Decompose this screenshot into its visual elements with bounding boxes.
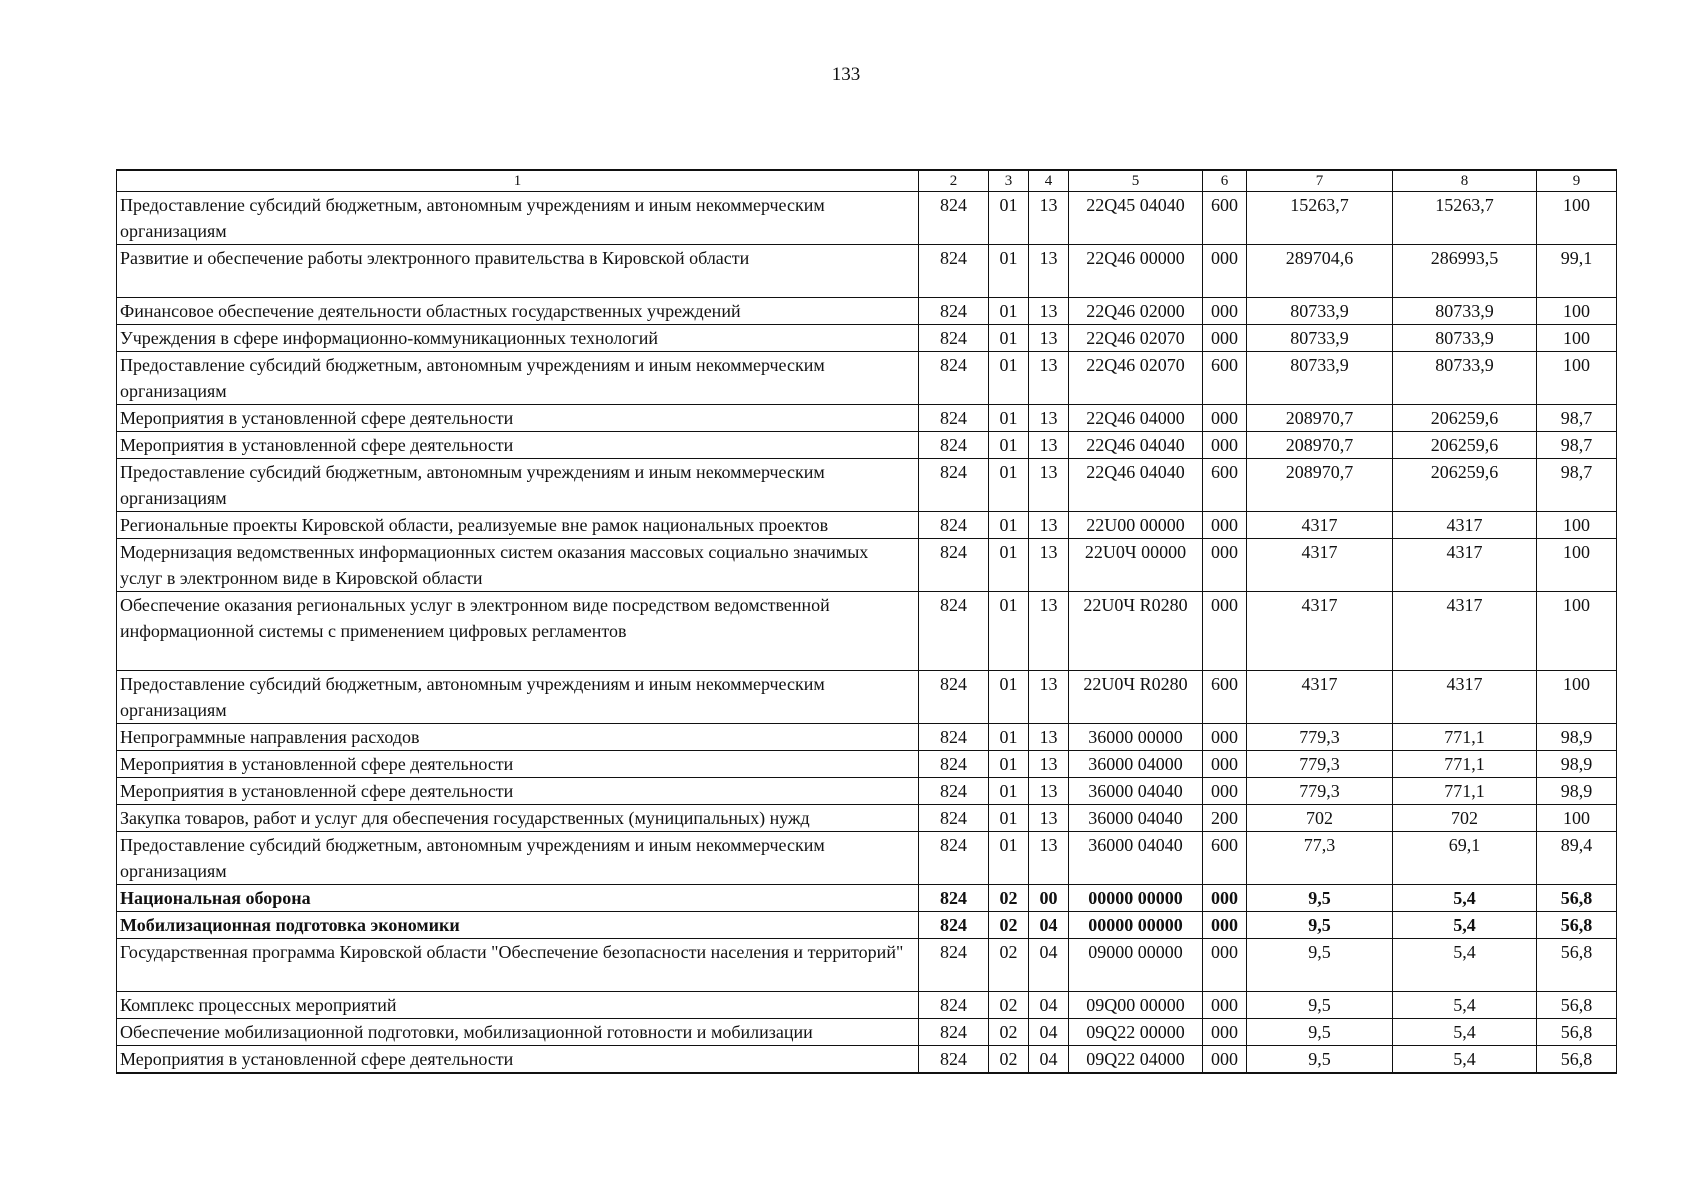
cell-planned: 9,5 [1247,992,1393,1019]
cell-executed: 206259,6 [1393,459,1537,512]
cell-expense-type: 600 [1203,459,1247,512]
cell-percent: 98,9 [1537,751,1617,778]
table-row [117,459,1617,512]
table-row [117,405,1617,432]
cell-name: Предоставление субсидий бюджетным, автономным учреждениям и иным некоммерческим организациям [117,671,919,724]
cell-executed: 771,1 [1393,751,1537,778]
table-row [117,805,1617,832]
cell-target-article: 22Q46 04000 [1069,405,1203,432]
cell-percent: 98,9 [1537,778,1617,805]
cell-admin-code: 824 [919,298,989,325]
cell-planned: 80733,9 [1247,325,1393,352]
cell-percent: 100 [1537,805,1617,832]
table-row [117,751,1617,778]
cell-admin-code: 824 [919,992,989,1019]
cell-expense-type: 000 [1203,1019,1247,1046]
cell-executed: 702 [1393,805,1537,832]
cell-expense-type: 000 [1203,512,1247,539]
cell-name: Мероприятия в установленной сфере деятельности [117,405,919,432]
cell-section: 02 [989,939,1029,992]
cell-admin-code: 824 [919,939,989,992]
col-header-3: 3 [989,170,1029,192]
cell-subsection: 13 [1029,592,1069,671]
cell-executed: 5,4 [1393,1019,1537,1046]
cell-expense-type: 000 [1203,778,1247,805]
cell-percent: 99,1 [1537,245,1617,298]
cell-executed: 5,4 [1393,992,1537,1019]
cell-admin-code: 824 [919,805,989,832]
cell-planned: 9,5 [1247,939,1393,992]
cell-subsection: 13 [1029,724,1069,751]
cell-expense-type: 000 [1203,724,1247,751]
col-header-4: 4 [1029,170,1069,192]
cell-subsection: 04 [1029,939,1069,992]
cell-name: Мероприятия в установленной сфере деятельности [117,778,919,805]
cell-admin-code: 824 [919,751,989,778]
table-row [117,885,1617,912]
cell-expense-type: 000 [1203,592,1247,671]
cell-executed: 4317 [1393,539,1537,592]
cell-percent: 100 [1537,512,1617,539]
cell-target-article: 22U0Ч 00000 [1069,539,1203,592]
table-row [117,671,1617,724]
cell-name: Комплекс процессных мероприятий [117,992,919,1019]
budget-table [116,169,1617,1074]
cell-subsection: 04 [1029,912,1069,939]
cell-target-article: 36000 00000 [1069,724,1203,751]
cell-expense-type: 000 [1203,939,1247,992]
cell-admin-code: 824 [919,1046,989,1074]
cell-name: Предоставление субсидий бюджетным, автономным учреждениям и иным некоммерческим организациям [117,459,919,512]
cell-planned: 779,3 [1247,724,1393,751]
table-row [117,939,1617,992]
cell-subsection: 13 [1029,751,1069,778]
cell-planned: 208970,7 [1247,405,1393,432]
col-header-2: 2 [919,170,989,192]
table-row [117,1046,1617,1074]
table-row [117,778,1617,805]
cell-section: 01 [989,325,1029,352]
cell-subsection: 04 [1029,992,1069,1019]
cell-executed: 15263,7 [1393,192,1537,245]
cell-target-article: 09Q22 00000 [1069,1019,1203,1046]
cell-name: Региональные проекты Кировской области, реализуемые вне рамок национальных проектов [117,512,919,539]
cell-percent: 56,8 [1537,912,1617,939]
cell-executed: 5,4 [1393,912,1537,939]
cell-expense-type: 000 [1203,1046,1247,1074]
cell-percent: 100 [1537,671,1617,724]
cell-executed: 69,1 [1393,832,1537,885]
table-row [117,724,1617,751]
cell-subsection: 13 [1029,832,1069,885]
cell-section: 01 [989,539,1029,592]
cell-target-article: 36000 04040 [1069,778,1203,805]
cell-executed: 5,4 [1393,1046,1537,1074]
cell-executed: 206259,6 [1393,432,1537,459]
cell-admin-code: 824 [919,405,989,432]
cell-name: Обеспечение мобилизационной подготовки, мобилизационной готовности и мобилизации [117,1019,919,1046]
col-header-7: 7 [1247,170,1393,192]
cell-name: Предоставление субсидий бюджетным, автономным учреждениям и иным некоммерческим организациям [117,192,919,245]
cell-admin-code: 824 [919,1019,989,1046]
cell-target-article: 22U00 00000 [1069,512,1203,539]
cell-target-article: 22Q45 04040 [1069,192,1203,245]
table-row [117,592,1617,671]
cell-admin-code: 824 [919,832,989,885]
cell-target-article: 09000 00000 [1069,939,1203,992]
cell-target-article: 22Q46 04040 [1069,432,1203,459]
cell-subsection: 13 [1029,805,1069,832]
table-row [117,992,1617,1019]
cell-name: Закупка товаров, работ и услуг для обеспечения государственных (муниципальных) нужд [117,805,919,832]
table-row [117,912,1617,939]
cell-subsection: 04 [1029,1019,1069,1046]
cell-planned: 9,5 [1247,885,1393,912]
cell-target-article: 36000 04040 [1069,805,1203,832]
cell-section: 01 [989,245,1029,298]
cell-admin-code: 824 [919,778,989,805]
cell-name: Непрограммные направления расходов [117,724,919,751]
cell-percent: 100 [1537,298,1617,325]
cell-admin-code: 824 [919,432,989,459]
cell-admin-code: 824 [919,352,989,405]
table-row [117,325,1617,352]
cell-planned: 4317 [1247,671,1393,724]
cell-section: 01 [989,192,1029,245]
cell-expense-type: 600 [1203,352,1247,405]
cell-section: 02 [989,1046,1029,1074]
cell-percent: 98,7 [1537,432,1617,459]
cell-executed: 771,1 [1393,778,1537,805]
page-number: 133 [831,64,861,85]
cell-subsection: 13 [1029,298,1069,325]
cell-section: 01 [989,805,1029,832]
cell-admin-code: 824 [919,539,989,592]
cell-subsection: 00 [1029,885,1069,912]
cell-planned: 80733,9 [1247,298,1393,325]
cell-subsection: 13 [1029,778,1069,805]
cell-subsection: 13 [1029,405,1069,432]
table-row [117,352,1617,405]
cell-planned: 702 [1247,805,1393,832]
cell-executed: 286993,5 [1393,245,1537,298]
cell-section: 01 [989,432,1029,459]
cell-subsection: 04 [1029,1046,1069,1074]
cell-admin-code: 824 [919,671,989,724]
col-header-9: 9 [1537,170,1617,192]
cell-executed: 206259,6 [1393,405,1537,432]
table-row [117,1019,1617,1046]
cell-percent: 56,8 [1537,939,1617,992]
cell-admin-code: 824 [919,724,989,751]
cell-subsection: 13 [1029,432,1069,459]
col-header-5: 5 [1069,170,1203,192]
cell-section: 01 [989,724,1029,751]
cell-executed: 4317 [1393,671,1537,724]
cell-section: 01 [989,592,1029,671]
table-row [117,539,1617,592]
cell-name: Мероприятия в установленной сфере деятельности [117,751,919,778]
cell-admin-code: 824 [919,192,989,245]
cell-executed: 5,4 [1393,885,1537,912]
cell-expense-type: 000 [1203,539,1247,592]
cell-section: 02 [989,885,1029,912]
cell-planned: 208970,7 [1247,432,1393,459]
cell-name: Государственная программа Кировской области "Обеспечение безопасности населения и территорий" [117,939,919,992]
cell-target-article: 22U0Ч R0280 [1069,671,1203,724]
cell-percent: 98,7 [1537,405,1617,432]
header-row [117,170,1617,192]
table-row [117,245,1617,298]
cell-section: 01 [989,352,1029,405]
cell-admin-code: 824 [919,592,989,671]
cell-subsection: 13 [1029,512,1069,539]
cell-name: Обеспечение оказания региональных услуг в электронном виде посредством ведомственной информационной системы с применением цифровых регламентов [117,592,919,671]
cell-expense-type: 200 [1203,805,1247,832]
cell-expense-type: 000 [1203,912,1247,939]
col-header-6: 6 [1203,170,1247,192]
cell-expense-type: 000 [1203,432,1247,459]
cell-section: 01 [989,671,1029,724]
cell-section: 02 [989,912,1029,939]
cell-planned: 779,3 [1247,751,1393,778]
cell-target-article: 09Q00 00000 [1069,992,1203,1019]
cell-name: Финансовое обеспечение деятельности областных государственных учреждений [117,298,919,325]
cell-target-article: 36000 04000 [1069,751,1203,778]
cell-admin-code: 824 [919,512,989,539]
cell-target-article: 00000 00000 [1069,912,1203,939]
cell-executed: 80733,9 [1393,352,1537,405]
cell-subsection: 13 [1029,459,1069,512]
cell-executed: 4317 [1393,512,1537,539]
cell-subsection: 13 [1029,325,1069,352]
cell-percent: 100 [1537,325,1617,352]
cell-section: 01 [989,832,1029,885]
cell-target-article: 22Q46 02070 [1069,325,1203,352]
cell-percent: 56,8 [1537,885,1617,912]
cell-subsection: 13 [1029,245,1069,298]
cell-subsection: 13 [1029,192,1069,245]
cell-subsection: 13 [1029,539,1069,592]
cell-planned: 15263,7 [1247,192,1393,245]
cell-name: Предоставление субсидий бюджетным, автономным учреждениям и иным некоммерческим организациям [117,832,919,885]
cell-target-article: 00000 00000 [1069,885,1203,912]
cell-section: 01 [989,405,1029,432]
cell-expense-type: 600 [1203,832,1247,885]
cell-section: 01 [989,751,1029,778]
col-header-8: 8 [1393,170,1537,192]
cell-planned: 4317 [1247,539,1393,592]
cell-target-article: 22U0Ч R0280 [1069,592,1203,671]
cell-name: Мероприятия в установленной сфере деятельности [117,1046,919,1074]
cell-percent: 98,7 [1537,459,1617,512]
cell-expense-type: 000 [1203,298,1247,325]
cell-percent: 100 [1537,352,1617,405]
cell-subsection: 13 [1029,352,1069,405]
cell-target-article: 09Q22 04000 [1069,1046,1203,1074]
table-row [117,298,1617,325]
cell-expense-type: 000 [1203,245,1247,298]
cell-subsection: 13 [1029,671,1069,724]
cell-name: Развитие и обеспечение работы электронного правительства в Кировской области [117,245,919,298]
cell-section: 01 [989,778,1029,805]
cell-section: 02 [989,1019,1029,1046]
cell-name: Мобилизационная подготовка экономики [117,912,919,939]
cell-percent: 89,4 [1537,832,1617,885]
cell-planned: 289704,6 [1247,245,1393,298]
cell-planned: 779,3 [1247,778,1393,805]
cell-section: 01 [989,298,1029,325]
cell-section: 01 [989,512,1029,539]
cell-expense-type: 600 [1203,192,1247,245]
cell-executed: 80733,9 [1393,298,1537,325]
cell-percent: 100 [1537,192,1617,245]
col-header-1: 1 [117,170,919,192]
cell-expense-type: 000 [1203,325,1247,352]
cell-planned: 9,5 [1247,1046,1393,1074]
cell-admin-code: 824 [919,885,989,912]
cell-percent: 98,9 [1537,724,1617,751]
cell-target-article: 36000 04040 [1069,832,1203,885]
cell-percent: 56,8 [1537,992,1617,1019]
cell-expense-type: 000 [1203,992,1247,1019]
cell-planned: 4317 [1247,512,1393,539]
cell-planned: 9,5 [1247,1019,1393,1046]
cell-target-article: 22Q46 04040 [1069,459,1203,512]
cell-executed: 771,1 [1393,724,1537,751]
cell-name: Предоставление субсидий бюджетным, автономным учреждениям и иным некоммерческим организациям [117,352,919,405]
cell-percent: 56,8 [1537,1046,1617,1074]
table-row [117,832,1617,885]
cell-planned: 208970,7 [1247,459,1393,512]
cell-admin-code: 824 [919,245,989,298]
cell-target-article: 22Q46 00000 [1069,245,1203,298]
cell-percent: 56,8 [1537,1019,1617,1046]
cell-name: Национальная оборона [117,885,919,912]
cell-executed: 4317 [1393,592,1537,671]
cell-expense-type: 000 [1203,405,1247,432]
cell-section: 02 [989,992,1029,1019]
cell-admin-code: 824 [919,459,989,512]
cell-planned: 77,3 [1247,832,1393,885]
cell-planned: 4317 [1247,592,1393,671]
cell-executed: 5,4 [1393,939,1537,992]
cell-admin-code: 824 [919,912,989,939]
cell-target-article: 22Q46 02000 [1069,298,1203,325]
cell-percent: 100 [1537,592,1617,671]
cell-planned: 9,5 [1247,912,1393,939]
table-row [117,432,1617,459]
table-row [117,512,1617,539]
cell-name: Мероприятия в установленной сфере деятельности [117,432,919,459]
cell-planned: 80733,9 [1247,352,1393,405]
cell-name: Модернизация ведомственных информационных систем оказания массовых социально значимых услуг в электронном виде в Кировской области [117,539,919,592]
cell-name: Учреждения в сфере информационно-коммуникационных технологий [117,325,919,352]
cell-expense-type: 000 [1203,885,1247,912]
cell-target-article: 22Q46 02070 [1069,352,1203,405]
cell-expense-type: 600 [1203,671,1247,724]
cell-section: 01 [989,459,1029,512]
cell-admin-code: 824 [919,325,989,352]
table-row [117,192,1617,245]
cell-executed: 80733,9 [1393,325,1537,352]
cell-percent: 100 [1537,539,1617,592]
cell-expense-type: 000 [1203,751,1247,778]
